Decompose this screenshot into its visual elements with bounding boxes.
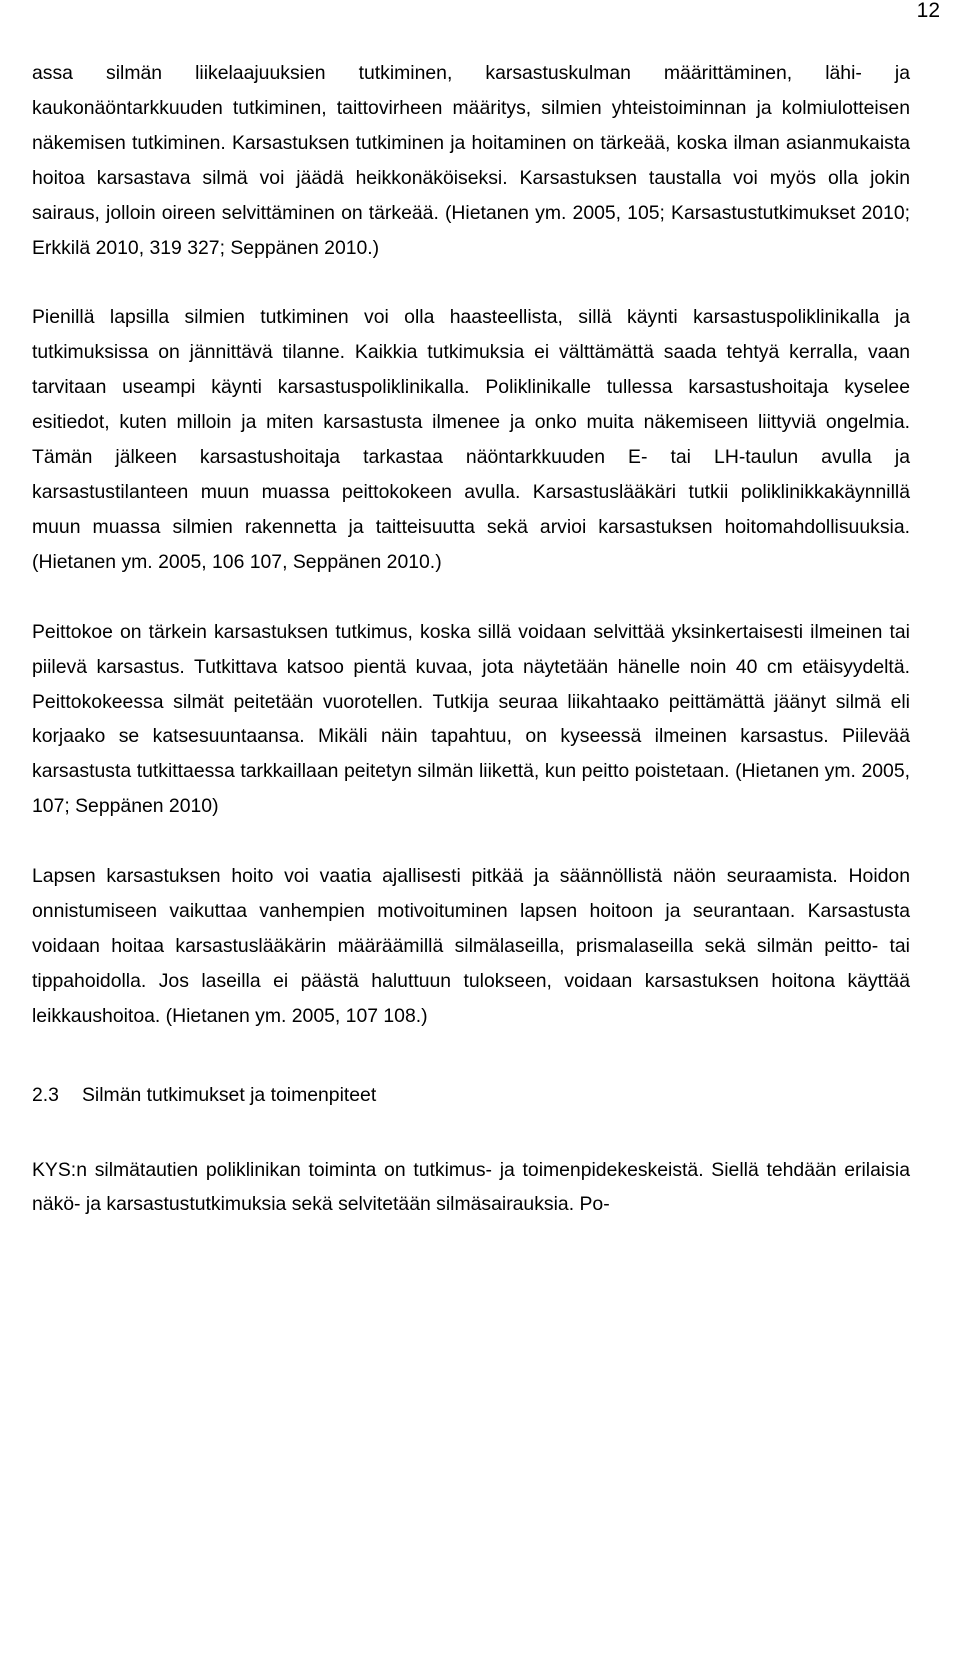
paragraph-4: Lapsen karsastuksen hoito voi vaatia ajallisesti pitkää ja säännöllistä näön seuraamista. Hoidon onnistumiseen vaikuttaa vanhempien motivoituminen lapsen hoitoon ja seurantaan. Karsastusta voidaan hoitaa karsastuslääkärin määräämillä silmälaseilla, prismalaseilla sekä silmän peitto- tai tippahoidolla. Jos laseilla ei päästä haluttuun tulokseen, voidaan karsastuksen hoitona käyttää leikkaushoitoa. (Hietanen ym. 2005, 107 108.) — [32, 865, 910, 1027]
section-heading — [32, 1078, 910, 1113]
section-title: Silmän tutkimukset ja toimenpiteet — [82, 1083, 377, 1106]
page-number: 12 — [916, 0, 940, 22]
paragraph-3: Peittokoe on tärkein karsastuksen tutkimus, koska sillä voidaan selvittää yksinkertaisesti ilmeinen tai piilevä karsastus. Tutkittava katsoo pientä kuvaa, jota näytetään hänelle noin 40 cm etäisyydeltä. Peittokokeessa silmät peitetään vuorotellen. Tutkija seuraa liikahtaako peittämättä jäänyt silmä eli korjaako se katsesuuntaansa. Mikäli näin tapahtuu, on kyseessä ilmeinen karsastus. Piilevää karsastusta tutkittaessa tarkkaillaan peitetyn silmän liikettä, kun peitto poistetaan. (Hietanen ym. 2005, 107; Seppänen 2010) — [32, 620, 910, 818]
paragraph-2: Pienillä lapsilla silmien tutkiminen voi olla haasteellista, sillä käynti karsastuspoliklinikalla ja tutkimuksissa on jännittävä tilanne. Kaikkia tutkimuksia ei välttämättä saada tehtyä kerralla, vaan tarvitaan useampi käynti karsastuspoliklinikalla. Poliklinikalle tullessa karsastushoitaja kyselee esitiedot, kuten milloin ja miten karsastusta ilmenee ja onko muita näkemiseen liittyviä ongelmia. Tämän jälkeen karsastushoitaja tarkastaa näöntarkkuuden E- tai LH-taulun avulla ja karsastustilanteen muun muassa peittokokeen avulla. Karsastuslääkäri tutkii poliklinikkakäynnillä muun muassa silmien rakennetta ja taitteisuutta sekä arvioi karsastuksen hoitomahdollisuuksia. (Hietanen ym. 2005, 106 107, Seppänen 2010.) — [32, 306, 910, 573]
paragraph-5: KYS:n silmätautien poliklinikan toiminta on tutkimus- ja toimenpidekeskeistä. Siellä tehdään erilaisia näkö- ja karsastustutkimuksia sekä selvitetään silmäsairauksia. Po- — [32, 1158, 910, 1216]
document-body — [32, 56, 910, 1222]
section-number: 2.3 — [32, 1083, 59, 1106]
paragraph-1: assa silmän liikelaajuuksien tutkiminen, karsastuskulman määrittäminen, lähi- ja kaukonäöntarkkuuden tutkiminen, taittovirheen määritys, silmien yhteistoiminnan ja kolmiulotteisen näkemisen tutkiminen. Karsastuksen tutkiminen ja hoitaminen on tärkeää, koska ilman asianmukaista hoitoa karsastava silmä voi jäädä heikkonäköiseksi. Karsastuksen taustalla voi myös olla jokin sairaus, jolloin oireen selvittäminen on tärkeää. (Hietanen ym. 2005, 105; Karsastustutkimukset 2010; Erkkilä 2010, 319 327; Seppänen 2010.) — [32, 62, 910, 259]
